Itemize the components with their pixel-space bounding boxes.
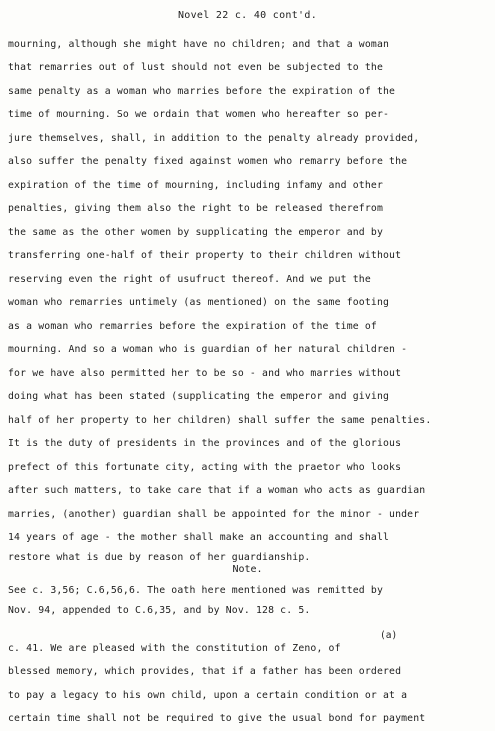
- body-line: after such matters, to take care that if a woman who acts as guardian: [8, 485, 426, 496]
- page-header: Novel 22 c. 40 cont'd.: [177, 10, 318, 21]
- section-line: certain time shall not be required to give the usual bond for payment: [8, 713, 426, 724]
- body-line: transferring one-half of their property to their children without: [8, 250, 402, 261]
- body-line: doing what has been stated (supplicating the emperor and giving: [8, 391, 390, 402]
- body-line: prefect of this fortunate city, acting with the praetor who looks: [8, 462, 402, 473]
- body-line: mourning. And so a woman who is guardian of her natural children -: [8, 344, 408, 355]
- body-line: time of mourning. So we ordain that women who hereafter so per-: [8, 109, 390, 120]
- body-line: expiration of the time of mourning, including infamy and other: [8, 180, 383, 191]
- note-heading: Note.: [232, 564, 263, 575]
- body-line: half of her property to her children) shall suffer the same penalties.: [8, 415, 432, 426]
- note-line: Nov. 94, appended to C.6,35, and by Nov. 128 c. 5.: [8, 605, 311, 616]
- section-line: c. 41. We are pleased with the constitution of Zeno, of: [8, 643, 341, 654]
- body-line: as a woman who remarries before the expiration of the time of: [8, 321, 377, 332]
- body-line: the same as the other women by supplicating the emperor and by: [8, 227, 383, 238]
- footnote-marker: (a): [380, 630, 398, 641]
- section-line: to pay a legacy to his own child, upon a certain condition or at a: [8, 690, 408, 701]
- body-line: 14 years of age - the mother shall make an accounting and shall: [8, 532, 390, 543]
- body-line: restore what is due by reason of her guardianship.: [8, 552, 311, 563]
- body-line: marries, (another) guardian shall be appointed for the minor - under: [8, 509, 420, 520]
- body-line: also suffer the penalty fixed against women who remarry before the: [8, 156, 408, 167]
- note-line: See c. 3,56; C.6,56,6. The oath here mentioned was remitted by: [8, 585, 383, 596]
- body-line: penalties, giving them also the right to be released therefrom: [8, 203, 383, 214]
- body-line: that remarries out of lust should not even be subjected to the: [8, 62, 383, 73]
- section-line: blessed memory, which provides, that if a father has been ordered: [8, 666, 402, 677]
- body-line: reserving even the right of usufruct thereof. And we put the: [8, 274, 371, 285]
- body-line: for we have also permitted her to be so - and who marries without: [8, 368, 402, 379]
- body-line: It is the duty of presidents in the provinces and of the glorious: [8, 438, 402, 449]
- body-line: same penalty as a woman who marries before the expiration of the: [8, 86, 396, 97]
- body-line: jure themselves, shall, in addition to the penalty already provided,: [8, 133, 420, 144]
- body-line: mourning, although she might have no children; and that a woman: [8, 39, 390, 50]
- body-line: woman who remarries untimely (as mentioned) on the same footing: [8, 297, 390, 308]
